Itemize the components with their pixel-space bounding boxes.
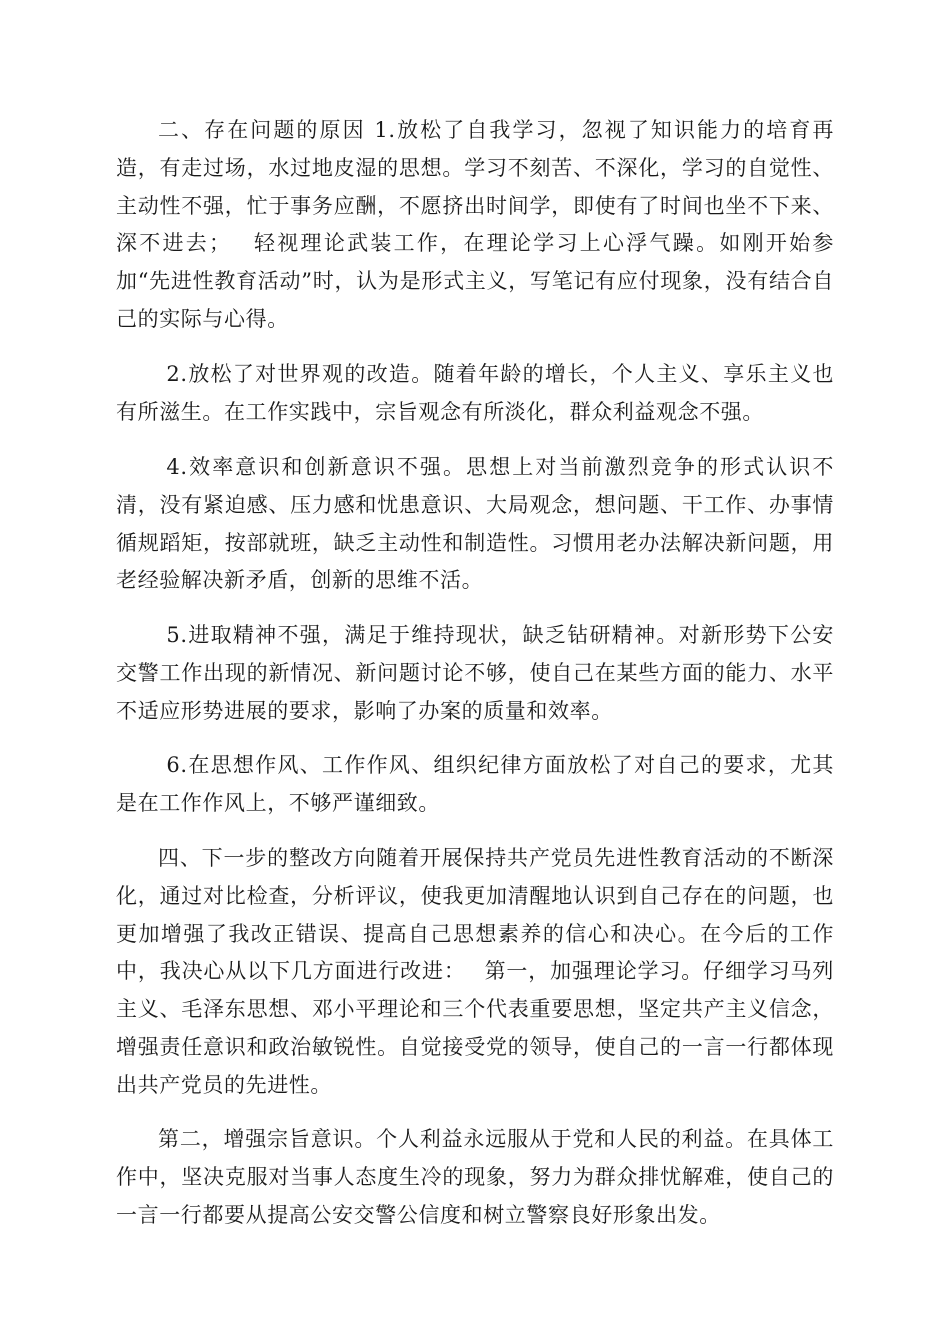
paragraph-work-style: 6.在思想作风、工作作风、组织纪律方面放松了对自己的要求，尤其是在工作作风上，不够严谨细致。 (116, 753, 834, 815)
paragraph-enterprise: 5.进取精神不强，满足于维持现状，缺乏钻研精神。对新形势下公安交警工作出现的新情况、新问题讨论不够，使自己在某些方面的能力、水平不适应形势进展的要求，影响了办案的质量和效率。 (116, 623, 834, 723)
paragraph-causes: 二、存在问题的原因 1.放松了自我学习，忽视了知识能力的培育再造，有走过场，水过地皮湿的思想。学习不刻苦、不深化，学习的自觉性、主动性不强，忙于事务应酬，不愿挤出时间学，即使有了时间也坐不下来、深不进去； 轻视理论武装工作，在理论学习上心浮气躁。如刚开始参加“先进性教育活动”时，认为是形式主义，写笔记有应付现象，没有结合自己的实际与心得。 (116, 118, 834, 331)
paragraph-efficiency: 4.效率意识和创新意识不强。思想上对当前激烈竞争的形式认识不清，没有紧迫感、压力感和忧患意识、大局观念，想问题、干工作、办事情循规蹈矩，按部就班，缺乏主动性和制造性。习惯用老办法解决新问题，用老经验解决新矛盾，创新的思维不活。 (116, 455, 834, 593)
paragraph-rectification: 四、下一步的整改方向随着开展保持共产党员先进性教育活动的不断深化，通过对比检查，分析评议，使我更加清醒地认识到自己存在的问题，也更加增强了我改正错误、提高自己思想素养的信心和决心。在今后的工作中，我决心从以下几方面进行改进： 第一，加强理论学习。仔细学习马列主义、毛泽东思想、邓小平理论和三个代表重要思想，坚定共产主义信念，增强责任意识和政治敏锐性。自觉接受党的领导，使自己的一言一行都体现出共产党员的先进性。 (116, 846, 834, 1097)
paragraph-worldview: 2.放松了对世界观的改造。随着年龄的增长，个人主义、享乐主义也有所滋生。在工作实践中，宗旨观念有所淡化，群众利益观念不强。 (116, 362, 834, 424)
paragraph-purpose: 第二，增强宗旨意识。个人利益永远服从于党和人民的利益。在具体工作中，坚决克服对当事人态度生冷的现象，努力为群众排忧解难，使自己的一言一行都要从提高公安交警公信度和树立警察良好形象出发。 (116, 1127, 834, 1227)
